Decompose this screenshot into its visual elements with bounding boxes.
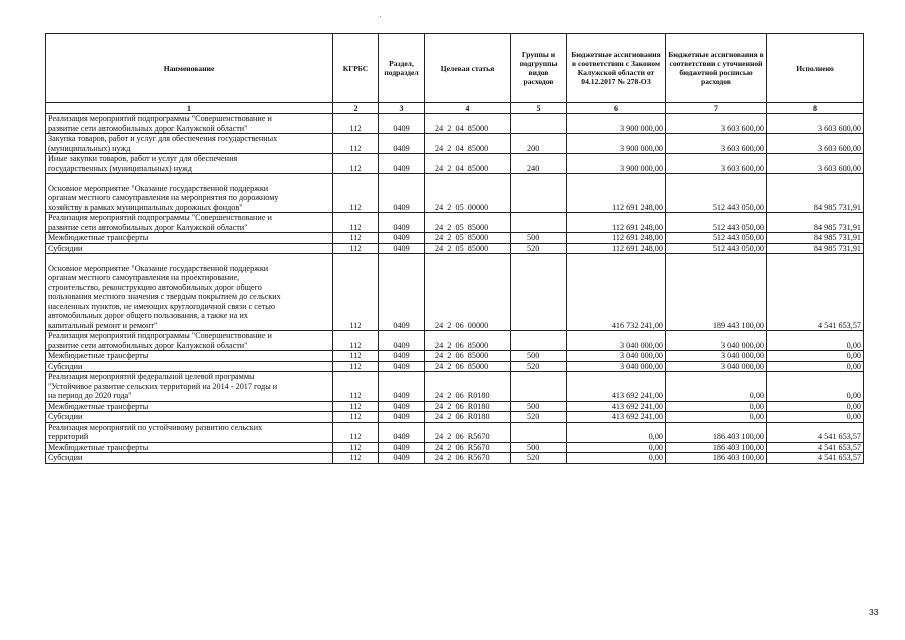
table-body (46, 114, 864, 464)
table-row (46, 213, 864, 233)
row-executed-cell: 0,00 (767, 351, 864, 362)
row-name-cell: Реализация мероприятий по устойчивому развитию сельских территорий (46, 422, 333, 442)
row-name-cell: Субсидии (46, 453, 333, 464)
row-revised-allocation-cell: 3 040 000,00 (666, 331, 767, 351)
table-row (46, 412, 864, 423)
row-name-cell: Закупка товаров, работ и услуг для обеспечения государственных (муниципальных) нужд (46, 134, 333, 154)
row-executed-cell: 0,00 (767, 401, 864, 412)
row-razdel-cell: 0409 (379, 331, 425, 351)
column-number-row (46, 103, 864, 114)
row-kgrbs-cell: 112 (333, 361, 379, 372)
row-revised-allocation-cell: 512 443 050,00 (666, 233, 767, 244)
row-name-cell: Основное мероприятие "Оказание государственной поддержки органам местного самоуправления на мероприятия по дорожному хозяйству в рамках муниципальных дорожных фондов" (46, 174, 333, 213)
row-law-allocation-cell: 3 040 000,00 (567, 361, 666, 372)
row-expense-group-cell (511, 254, 567, 331)
row-executed-cell: 84 985 731,91 (767, 233, 864, 244)
row-expense-group-cell: 520 (511, 243, 567, 254)
row-name-cell: Реализация мероприятий подпрограммы "Совершенствование и развитие сети автомобильных дорог Калужской области" (46, 213, 333, 233)
row-razdel-cell: 0409 (379, 254, 425, 331)
table-row (46, 351, 864, 362)
row-kgrbs-cell: 112 (333, 254, 379, 331)
page-number: 33 (869, 607, 879, 617)
row-expense-group-cell (511, 372, 567, 402)
row-target-article-cell: 24 2 06 R5670 (425, 453, 511, 464)
header-row (46, 34, 864, 103)
row-target-article-cell: 24 2 04 85000 (425, 114, 511, 134)
table-row (46, 233, 864, 244)
row-expense-group-cell (511, 422, 567, 442)
row-expense-group-cell: 240 (511, 154, 567, 174)
row-revised-allocation-cell: 0,00 (666, 412, 767, 423)
table-row (46, 361, 864, 372)
row-target-article-cell: 24 2 06 R0180 (425, 401, 511, 412)
row-target-article-cell: 24 2 05 85000 (425, 233, 511, 244)
row-revised-allocation-cell: 189 443 100,00 (666, 254, 767, 331)
row-law-allocation-cell: 3 040 000,00 (567, 351, 666, 362)
row-target-article-cell: 24 2 05 00000 (425, 174, 511, 213)
table-row (46, 453, 864, 464)
row-target-article-cell: 24 2 06 85000 (425, 361, 511, 372)
row-law-allocation-cell: 112 691 248,00 (567, 213, 666, 233)
row-law-allocation-cell: 0,00 (567, 442, 666, 453)
row-expense-group-cell: 500 (511, 233, 567, 244)
row-revised-allocation-cell: 512 443 050,00 (666, 174, 767, 213)
header-target-article: Целевая статья (425, 34, 511, 103)
row-revised-allocation-cell: 186 403 100,00 (666, 453, 767, 464)
row-name-cell: Основное мероприятие "Оказание государственной поддержки органам местного самоуправления на проектирование, строительство, реконструкцию автомобильных дорог общего пользования местного значения с твердым покрытием до сельских населенных пунктов, не имеющих круглогодичной связи с сетью автомобильных дорог общего пользования, а также на их капитальный ремонт и ремонт" (46, 254, 333, 331)
row-executed-cell: 3 603 600,00 (767, 134, 864, 154)
row-revised-allocation-cell: 3 603 600,00 (666, 154, 767, 174)
row-revised-allocation-cell: 186 403 100,00 (666, 442, 767, 453)
row-kgrbs-cell: 112 (333, 422, 379, 442)
row-razdel-cell: 0409 (379, 174, 425, 213)
column-number: 4 (425, 103, 511, 114)
row-razdel-cell: 0409 (379, 243, 425, 254)
row-kgrbs-cell: 112 (333, 114, 379, 134)
row-razdel-cell: 0409 (379, 442, 425, 453)
row-executed-cell: 4 541 653,57 (767, 422, 864, 442)
table-row (46, 331, 864, 351)
row-law-allocation-cell: 112 691 248,00 (567, 174, 666, 213)
row-razdel-cell: 0409 (379, 351, 425, 362)
row-razdel-cell: 0409 (379, 361, 425, 372)
table-row (46, 401, 864, 412)
row-razdel-cell: 0409 (379, 134, 425, 154)
row-executed-cell: 0,00 (767, 372, 864, 402)
row-law-allocation-cell: 413 692 241,00 (567, 401, 666, 412)
row-name-cell: Реализация мероприятий подпрограммы "Совершенствование и развитие сети автомобильных дорог Калужской области" (46, 114, 333, 134)
row-name-cell: Субсидии (46, 361, 333, 372)
row-target-article-cell: 24 2 06 00000 (425, 254, 511, 331)
table-row (46, 154, 864, 174)
row-name-cell: Межбюджетные трансферты (46, 401, 333, 412)
row-executed-cell: 4 541 653,57 (767, 453, 864, 464)
header-razdel: Раздел, подраздел (379, 34, 425, 103)
row-expense-group-cell: 520 (511, 412, 567, 423)
row-razdel-cell: 0409 (379, 372, 425, 402)
row-law-allocation-cell: 416 732 241,00 (567, 254, 666, 331)
row-kgrbs-cell: 112 (333, 134, 379, 154)
header-kgrbs: КГРБС (333, 34, 379, 103)
table-row (46, 254, 864, 331)
row-kgrbs-cell: 112 (333, 372, 379, 402)
row-law-allocation-cell: 0,00 (567, 422, 666, 442)
row-target-article-cell: 24 2 05 85000 (425, 243, 511, 254)
row-revised-allocation-cell: 3 040 000,00 (666, 361, 767, 372)
row-executed-cell: 3 603 600,00 (767, 154, 864, 174)
table-row (46, 243, 864, 254)
row-name-cell: Межбюджетные трансферты (46, 442, 333, 453)
row-law-allocation-cell: 413 692 241,00 (567, 412, 666, 423)
row-expense-group-cell: 200 (511, 134, 567, 154)
row-name-cell: Иные закупки товаров, работ и услуг для обеспечения государственных (муниципальных) нужд (46, 154, 333, 174)
row-kgrbs-cell: 112 (333, 233, 379, 244)
row-kgrbs-cell: 112 (333, 243, 379, 254)
row-target-article-cell: 24 2 06 85000 (425, 331, 511, 351)
row-kgrbs-cell: 112 (333, 453, 379, 464)
row-law-allocation-cell: 0,00 (567, 453, 666, 464)
row-kgrbs-cell: 112 (333, 174, 379, 213)
table-row (46, 134, 864, 154)
row-expense-group-cell (511, 213, 567, 233)
header-name: Наименование (46, 34, 333, 103)
row-kgrbs-cell: 112 (333, 442, 379, 453)
row-target-article-cell: 24 2 06 85000 (425, 351, 511, 362)
header-executed: Исполнено (767, 34, 864, 103)
column-number: 2 (333, 103, 379, 114)
row-name-cell: Реализация мероприятий федеральной целевой программы "Устойчивое развитие сельских территорий на 2014 - 2017 годы и на период до 2020 года" (46, 372, 333, 402)
row-expense-group-cell: 500 (511, 351, 567, 362)
row-law-allocation-cell: 3 900 000,00 (567, 114, 666, 134)
row-expense-group-cell (511, 174, 567, 213)
row-razdel-cell: 0409 (379, 453, 425, 464)
row-revised-allocation-cell: 3 603 600,00 (666, 114, 767, 134)
row-razdel-cell: 0409 (379, 114, 425, 134)
row-target-article-cell: 24 2 06 R5670 (425, 422, 511, 442)
row-target-article-cell: 24 2 06 R0180 (425, 372, 511, 402)
row-executed-cell: 84 985 731,91 (767, 213, 864, 233)
header-law-allocation: Бюджетные ассигнования в соответствии с Законом Калужской области от 04.12.2017 № 278-ОЗ (567, 34, 666, 103)
row-kgrbs-cell: 112 (333, 213, 379, 233)
header-revised-allocation: Бюджетные ассигнования в соответствии с уточненной бюджетной росписью расходов (666, 34, 767, 103)
row-target-article-cell: 24 2 06 R5670 (425, 442, 511, 453)
row-law-allocation-cell: 112 691 248,00 (567, 243, 666, 254)
row-name-cell: Межбюджетные трансферты (46, 351, 333, 362)
table-row (46, 114, 864, 134)
row-executed-cell: 0,00 (767, 331, 864, 351)
row-kgrbs-cell: 112 (333, 351, 379, 362)
row-razdel-cell: 0409 (379, 233, 425, 244)
row-executed-cell: 0,00 (767, 361, 864, 372)
row-razdel-cell: 0409 (379, 401, 425, 412)
row-expense-group-cell: 520 (511, 361, 567, 372)
row-kgrbs-cell: 112 (333, 412, 379, 423)
row-executed-cell: 0,00 (767, 412, 864, 423)
row-executed-cell: 3 603 600,00 (767, 114, 864, 134)
row-kgrbs-cell: 112 (333, 401, 379, 412)
column-number: 6 (567, 103, 666, 114)
column-number: 7 (666, 103, 767, 114)
row-razdel-cell: 0409 (379, 154, 425, 174)
row-revised-allocation-cell: 186 403 100,00 (666, 422, 767, 442)
scan-speck (380, 16, 381, 17)
table-row (46, 372, 864, 402)
table-row (46, 422, 864, 442)
budget-execution-table (45, 33, 864, 464)
column-number: 8 (767, 103, 864, 114)
row-executed-cell: 84 985 731,91 (767, 243, 864, 254)
budget-table-sheet (45, 33, 863, 464)
row-law-allocation-cell: 413 692 241,00 (567, 372, 666, 402)
row-expense-group-cell: 500 (511, 401, 567, 412)
row-expense-group-cell: 520 (511, 453, 567, 464)
row-razdel-cell: 0409 (379, 412, 425, 423)
row-target-article-cell: 24 2 04 85000 (425, 154, 511, 174)
row-executed-cell: 84 985 731,91 (767, 174, 864, 213)
row-revised-allocation-cell: 0,00 (666, 372, 767, 402)
row-kgrbs-cell: 112 (333, 154, 379, 174)
row-revised-allocation-cell: 512 443 050,00 (666, 243, 767, 254)
row-target-article-cell: 24 2 05 85000 (425, 213, 511, 233)
table-row (46, 442, 864, 453)
column-number: 3 (379, 103, 425, 114)
row-revised-allocation-cell: 3 603 600,00 (666, 134, 767, 154)
row-name-cell: Реализация мероприятий подпрограммы "Совершенствование и развитие сети автомобильных дорог Калужской области" (46, 331, 333, 351)
row-expense-group-cell: 500 (511, 442, 567, 453)
row-kgrbs-cell: 112 (333, 331, 379, 351)
row-expense-group-cell (511, 114, 567, 134)
row-law-allocation-cell: 3 040 000,00 (567, 331, 666, 351)
header-expense-group: Группы и подгруппы видов расходов (511, 34, 567, 103)
row-name-cell: Субсидии (46, 243, 333, 254)
row-law-allocation-cell: 3 900 000,00 (567, 154, 666, 174)
row-target-article-cell: 24 2 06 R0180 (425, 412, 511, 423)
row-executed-cell: 4 541 653,57 (767, 254, 864, 331)
row-executed-cell: 4 541 653,57 (767, 442, 864, 453)
row-revised-allocation-cell: 512 443 050,00 (666, 213, 767, 233)
row-target-article-cell: 24 2 04 85000 (425, 134, 511, 154)
row-law-allocation-cell: 112 691 248,00 (567, 233, 666, 244)
row-razdel-cell: 0409 (379, 422, 425, 442)
row-name-cell: Межбюджетные трансферты (46, 233, 333, 244)
row-expense-group-cell (511, 331, 567, 351)
row-revised-allocation-cell: 0,00 (666, 401, 767, 412)
column-number: 1 (46, 103, 333, 114)
column-number: 5 (511, 103, 567, 114)
row-revised-allocation-cell: 3 040 000,00 (666, 351, 767, 362)
row-law-allocation-cell: 3 900 000,00 (567, 134, 666, 154)
row-name-cell: Субсидии (46, 412, 333, 423)
table-row (46, 174, 864, 213)
row-razdel-cell: 0409 (379, 213, 425, 233)
